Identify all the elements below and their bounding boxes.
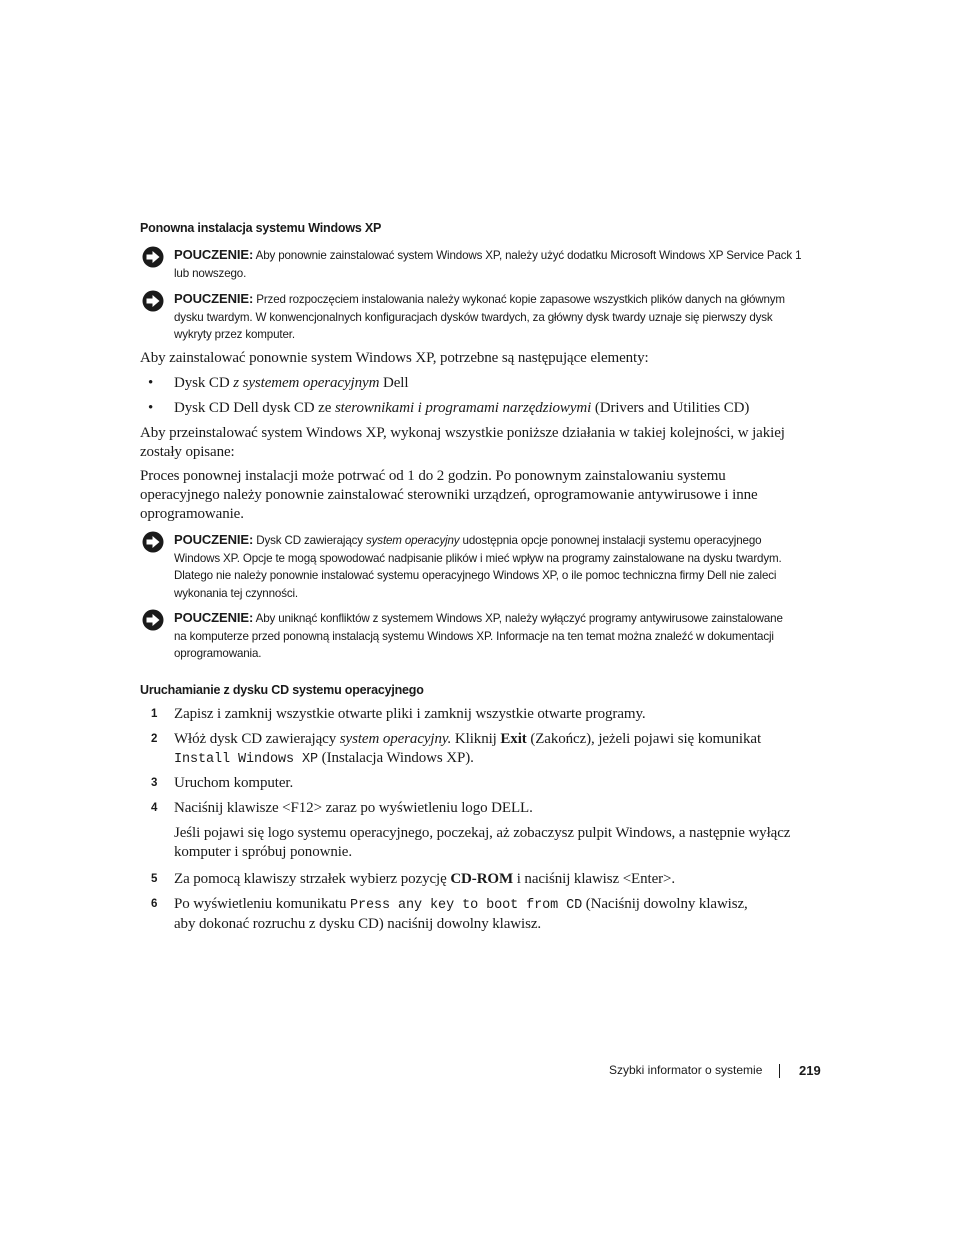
step-4: Naciśnij klawisze <F12> zaraz po wyświetleniu logo DELL. <box>174 800 533 816</box>
text-run: Dysk CD <box>174 375 234 391</box>
notice-text-line: wykryty przez komputer. <box>174 328 295 341</box>
bullet-marker: • <box>148 375 154 391</box>
text-line: zostały opisane: <box>140 444 235 460</box>
text-run: Kliknij <box>451 731 501 747</box>
arrow-right-circle-icon <box>142 290 164 312</box>
step-number: 4 <box>151 802 158 814</box>
text-line: aby dokonać rozruchu z dysku CD) naciśnij dowolny klawisz. <box>174 916 542 932</box>
step-number: 5 <box>151 873 158 885</box>
text-run: Za pomocą klawiszy strzałek wybierz pozycję <box>174 871 451 887</box>
text-line: Jeśli pojawi się logo systemu operacyjnego, poczekaj, aż zobaczysz pulpit Windows, a następnie wyłącz <box>174 825 791 841</box>
text-run: (Naciśnij dowolny klawisz, <box>582 896 748 912</box>
text-run: udostępnia opcje ponownej instalacji systemu operacyjnego <box>459 534 762 547</box>
step-4-note <box>174 824 814 862</box>
text-run: (Instalacja Windows XP). <box>318 750 474 766</box>
text-run: (Zakończ), jeżeli pojawi się komunikat <box>526 731 762 747</box>
arrow-right-circle-icon <box>142 246 164 268</box>
text-run-italic: sterownikami i programami narzędziowymi <box>334 400 592 416</box>
step-number: 6 <box>151 898 158 910</box>
notice-2 <box>142 290 814 344</box>
notice-label: POUCZENIE: <box>174 610 254 625</box>
step-number: 2 <box>151 733 158 745</box>
step-5 <box>174 870 814 889</box>
text-run: Dell <box>379 375 409 391</box>
step-number: 1 <box>151 708 158 720</box>
page-number: 219 <box>799 1063 821 1078</box>
notice-3 <box>142 531 814 602</box>
notice-1 <box>142 246 814 282</box>
cd-rom-label: CD-ROM <box>450 871 514 887</box>
text-line: oprogramowanie. <box>140 506 244 522</box>
notice-label: POUCZENIE: <box>174 247 254 262</box>
exit-label: Exit <box>500 731 527 747</box>
text-run-italic: system operacyjny. <box>339 731 452 747</box>
text-run-italic: z systemem operacyjnym <box>233 375 380 391</box>
text-run: Po wyświetleniu komunikatu <box>174 896 351 912</box>
text-run: (Drivers and Utilities CD) <box>591 400 750 416</box>
subsection-title: Uruchamianie z dysku CD systemu operacyjnego <box>140 683 424 697</box>
notice-label: POUCZENIE: <box>174 532 254 547</box>
footer-title: Szybki informator o systemie <box>609 1063 763 1077</box>
text-line: Aby przeinstalować system Windows XP, wykonaj wszystkie poniższe działania w takiej kolejności, w jakiej <box>140 425 785 441</box>
notice-text-line: Dlatego nie należy ponownie instalować systemu operacyjnego Windows XP, o ile pomoc techniczna firmy Dell nie zaleci <box>174 569 777 582</box>
step-1: Zapisz i zamknij wszystkie otwarte pliki i zamknij wszystkie otwarte programy. <box>174 706 646 722</box>
text-line: operacyjnego należy ponownie zainstalować sterowniki urządzeń, oprogramowanie antywirusowe i inne <box>140 487 758 503</box>
bullet-item-2 <box>174 399 814 418</box>
step-2 <box>174 730 814 769</box>
text-run: Dysk CD zawierający <box>256 534 366 547</box>
notice-text-line: Aby uniknąć konfliktów z systemem Windows XP, należy wyłączyć programy antywirusowe zainstalowane <box>255 612 783 625</box>
step-6 <box>174 895 814 934</box>
notice-text-line: Windows XP. Opcje te mogą spowodować nadpisanie plików i mieć wpływ na programy zainstalowane na dysku twardym. <box>174 551 782 565</box>
footer-separator <box>779 1064 780 1078</box>
step-3: Uruchom komputer. <box>174 775 294 791</box>
paragraph-order <box>140 424 820 462</box>
text-line: komputer i spróbuj ponownie. <box>174 844 353 860</box>
text-line: Proces ponownej instalacji może potrwać od 1 do 2 godzin. Po ponownym zainstalowaniu systemu <box>140 468 726 484</box>
notice-4 <box>142 609 814 663</box>
notice-text: Aby ponownie zainstalować system Windows XP, należy użyć dodatku Microsoft Windows XP Service Pack 1 lub nowszego. <box>174 249 802 280</box>
arrow-right-circle-icon <box>142 531 164 553</box>
intro-paragraph: Aby zainstalować ponownie system Windows XP, potrzebne są następujące elementy: <box>140 350 649 366</box>
text-run: Dysk CD Dell dysk CD ze <box>174 400 335 416</box>
notice-text-line: wykonania tej czynności. <box>174 586 298 600</box>
bullet-marker: • <box>148 400 154 416</box>
text-run-italic: system operacyjny <box>366 534 460 547</box>
console-message: Press any key to boot from CD <box>350 898 583 913</box>
arrow-right-circle-icon <box>142 609 164 631</box>
step-number: 3 <box>151 777 158 789</box>
notice-text-line: oprogramowania. <box>174 647 262 660</box>
notice-text-line: na komputerze przed ponowną instalacją systemu Windows XP. Informacje na ten temat można znaleźć w dokumentacji <box>174 629 774 643</box>
text-run: i naciśnij klawisz <Enter>. <box>513 871 676 887</box>
notice-label: POUCZENIE: <box>174 291 254 306</box>
notice-text-line: dysku twardym. W konwencjonalnych konfiguracjach dysków twardych, za główny dysk twardy uznaje się pierwszy dysk <box>174 310 773 324</box>
bullet-item-1 <box>174 374 814 393</box>
notice-text-line: Przed rozpoczęciem instalowania należy wykonać kopie zapasowe wszystkich plików danych na głównym <box>256 293 785 306</box>
section-title: Ponowna instalacja systemu Windows XP <box>140 221 382 235</box>
console-message: Install Windows XP <box>174 752 319 767</box>
paragraph-duration <box>140 467 820 524</box>
text-run: Włóż dysk CD zawierający <box>174 731 340 747</box>
